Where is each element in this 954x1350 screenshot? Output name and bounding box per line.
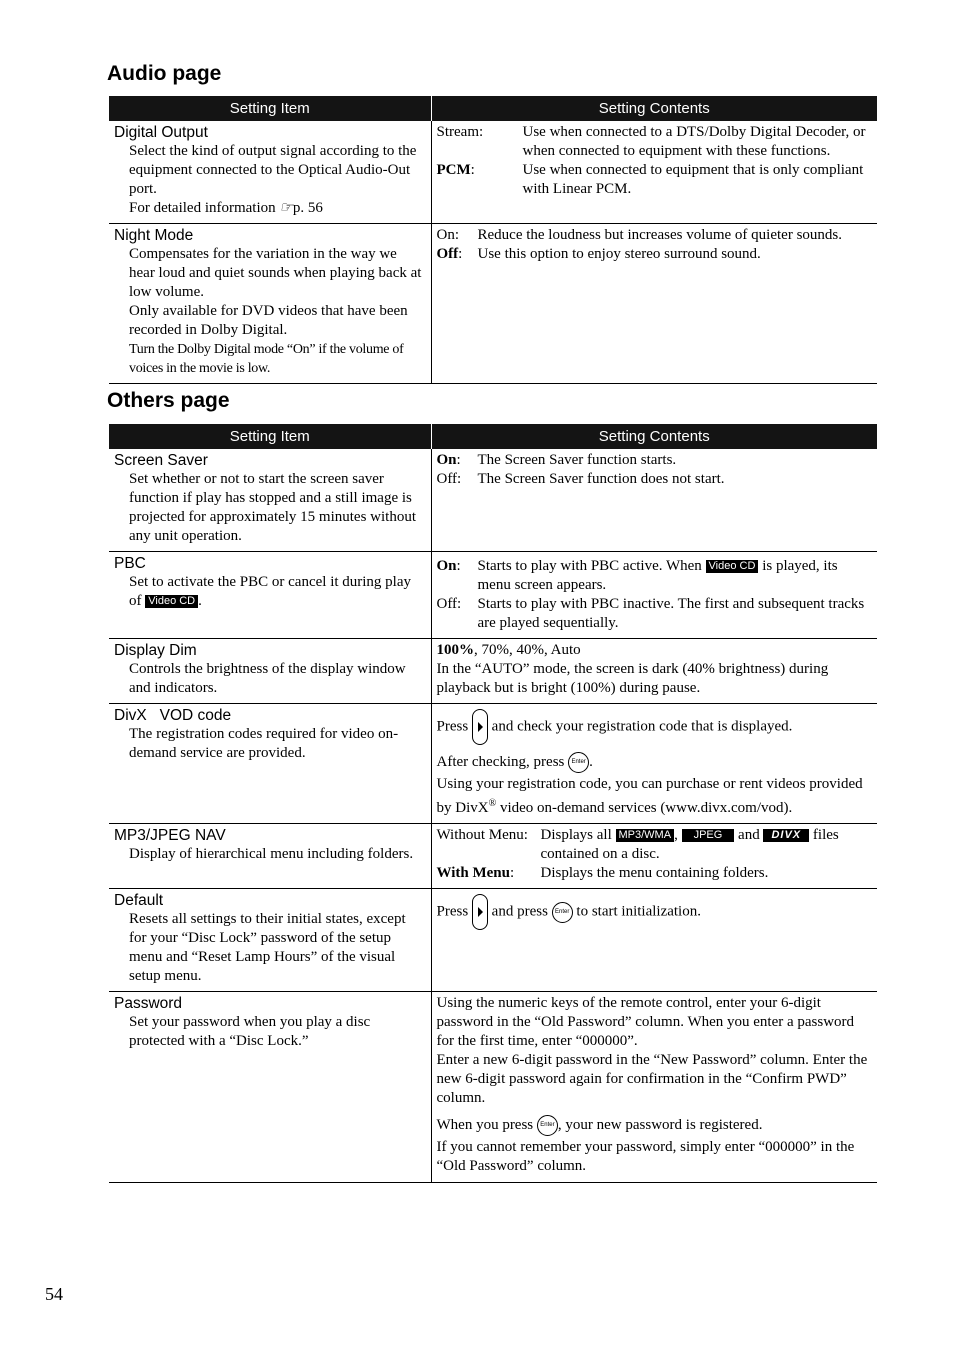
setting-description: Only available for DVD videos that have been recorded in Dolby Digital. (129, 303, 408, 338)
table-row (109, 889, 877, 992)
setting-description: Select the kind of output signal according to the equipment connected to the Optical Audio-Out port. (129, 143, 417, 197)
reference-page: p. 56 (292, 200, 323, 216)
option-text: Displays the menu containing folders. (540, 865, 769, 881)
table-row (109, 121, 877, 224)
setting-note: Turn the Dolby Digital mode “On” if the volume of voices in the movie is low. (129, 342, 404, 376)
option-text: Starts to play with PBC active. When Video CD is played, its menu screen appears. (477, 558, 838, 593)
setting-item-cell (109, 121, 431, 224)
cross-reference: For detailed information ☞p. 56 (129, 200, 323, 216)
option-label: With Menu (436, 865, 510, 881)
option-label: On (436, 558, 457, 574)
option-label: Off: (436, 471, 462, 487)
instruction-line: Using your registration code, you can purchase or rent videos provided by DivX® video on-demand services (www.divx.com/vod). (436, 776, 863, 816)
reference-icon: ☞ (279, 200, 293, 216)
option-text: Starts to play with PBC inactive. The first and subsequent tracks are played sequentially. (477, 596, 865, 631)
header-setting-item: Setting Item (109, 424, 431, 449)
option-label: On (436, 452, 457, 468)
setting-description: Set your password when you play a disc protected with a “Disc Lock.” (129, 1014, 371, 1049)
instruction-line: Press and press Enter to start initialization. (437, 894, 873, 930)
table-row (109, 224, 877, 384)
paragraph: Enter a new 6-digit password in the “New Password” column. Enter the new 6-digit password again for confirmation in the “Confirm PWD” column. (436, 1052, 868, 1106)
setting-contents-cell (431, 552, 877, 639)
option-text: Use when connected to equipment that is only compliant with Linear PCM. (522, 162, 864, 197)
option-text: Reduce the loudness but increases volume of quieter sounds. (477, 227, 842, 243)
enter-button-icon: Enter (552, 902, 573, 923)
setting-item-cell (109, 224, 431, 384)
setting-name: Screen Saver (114, 452, 208, 469)
enter-button-icon: Enter (568, 752, 589, 773)
option-on: On: Starts to play with PBC active. When Video CD is played, its menu screen appears. (437, 557, 873, 595)
setting-item-cell (109, 992, 431, 1183)
setting-description: The registration codes required for video on-demand service are provided. (129, 726, 399, 761)
setting-name: Night Mode (114, 227, 194, 244)
jpeg-badge: JPEG (682, 829, 735, 842)
option-label: Off (436, 246, 459, 262)
setting-contents-cell (431, 824, 877, 889)
setting-name: Digital Output (114, 124, 208, 141)
option-off (437, 595, 873, 633)
setting-description: Resets all settings to their initial states, except for your “Disc Lock” password of the setup menu and “Reset Lamp Hours” of the visual setup menu. (129, 911, 406, 984)
setting-description: Compensates for the variation in the way we hear loud and quiet sounds when playing back at low volume. (129, 246, 422, 300)
others-settings-table (109, 424, 877, 1183)
setting-name: PBC (114, 555, 146, 572)
table-row (109, 704, 877, 824)
setting-contents-cell (431, 224, 877, 384)
setting-name: MP3/JPEG NAV (114, 827, 226, 844)
setting-contents-cell (431, 992, 877, 1183)
header-setting-item: Setting Item (109, 96, 431, 121)
right-arrow-button-icon (472, 894, 488, 930)
video-cd-badge: Video CD (145, 595, 198, 608)
setting-description: Controls the brightness of the display window and indicators. (129, 661, 406, 696)
audio-page-title: Audio page (107, 62, 222, 85)
option-with-menu: With Menu: Displays the menu containing folders. (437, 864, 873, 883)
option-label: Stream: (436, 124, 484, 140)
setting-description: Set whether or not to start the screen saver function if play has stopped and a still image is projected for approximately 15 minutes without any unit operation. (129, 471, 417, 544)
setting-item-cell (109, 552, 431, 639)
table-row (109, 992, 877, 1183)
default-value: 100% (436, 642, 474, 658)
setting-contents-cell (431, 704, 877, 824)
setting-item-cell (109, 824, 431, 889)
setting-description: Display of hierarchical menu including folders. (129, 846, 414, 862)
audio-settings-table (109, 96, 877, 384)
setting-description: Set to activate the PBC or cancel it during play of Video CD . (129, 574, 412, 609)
option-pcm: PCM: Use when connected to equipment that is only compliant with Linear PCM. (437, 161, 873, 199)
setting-item-cell (109, 449, 431, 552)
header-setting-contents: Setting Contents (431, 424, 877, 449)
option-text: The Screen Saver function starts. (477, 452, 677, 468)
table-row (109, 824, 877, 889)
option-off: Off: Use this option to enjoy stereo surround sound. (437, 245, 873, 264)
option-label: Off: (436, 596, 462, 612)
right-arrow-button-icon (472, 709, 488, 745)
header-setting-contents: Setting Contents (431, 96, 877, 121)
paragraph: If you cannot remember your password, simply enter “000000” in the “Old Password” column. (436, 1139, 855, 1174)
option-note: In the “AUTO” mode, the screen is dark (40% brightness) during playback but is bright (100%) during pause. (436, 661, 829, 696)
paragraph: Using the numeric keys of the remote control, enter your 6-digit password in the “Old Password” column. When you enter a password for the first time, enter “000000”. (436, 995, 855, 1049)
option-text: Displays all MP3/WMA , JPEG and DIVX files contained on a disc. (540, 827, 839, 862)
option-text: Use this option to enjoy stereo surround sound. (477, 246, 761, 262)
mp3-wma-badge: MP3/WMA (616, 829, 675, 842)
option-stream (437, 123, 873, 161)
table-row (109, 552, 877, 639)
option-text: Use when connected to a DTS/Dolby Digital Decoder, or when connected to equipment with these functions. (522, 124, 866, 159)
option-label: On: (436, 227, 459, 243)
setting-name: Default (114, 892, 164, 909)
paragraph: When you press Enter , your new password is registered. (437, 1115, 873, 1136)
option-label: PCM (436, 162, 471, 178)
setting-contents-cell (431, 449, 877, 552)
instruction-line: After checking, press Enter . (437, 752, 873, 773)
divx-logo-badge: DIVX (763, 829, 809, 842)
setting-name: DivX VOD code (114, 707, 232, 724)
instruction-line: Press and check your registration code that is displayed. (437, 709, 873, 745)
others-page-title: Others page (107, 389, 230, 412)
table-row (109, 639, 877, 704)
setting-contents-cell (431, 639, 877, 704)
setting-item-cell (109, 889, 431, 992)
table-row (109, 449, 877, 552)
option-label: Without Menu: (436, 827, 528, 843)
setting-name: Password (114, 995, 183, 1012)
page-number: 54 (45, 1284, 63, 1304)
option-text: The Screen Saver function does not start. (477, 471, 725, 487)
option-without-menu (437, 826, 873, 864)
option-values: 100%, 70%, 40%, Auto (436, 642, 581, 658)
option-on: On: The Screen Saver function starts. (437, 451, 873, 470)
setting-item-cell (109, 704, 431, 824)
option-off (437, 470, 873, 489)
setting-item-cell (109, 639, 431, 704)
setting-contents-cell (431, 121, 877, 224)
option-on (437, 226, 873, 245)
setting-contents-cell (431, 889, 877, 992)
enter-button-icon: Enter (537, 1115, 558, 1136)
video-cd-badge: Video CD (706, 560, 759, 573)
setting-name: Display Dim (114, 642, 197, 659)
